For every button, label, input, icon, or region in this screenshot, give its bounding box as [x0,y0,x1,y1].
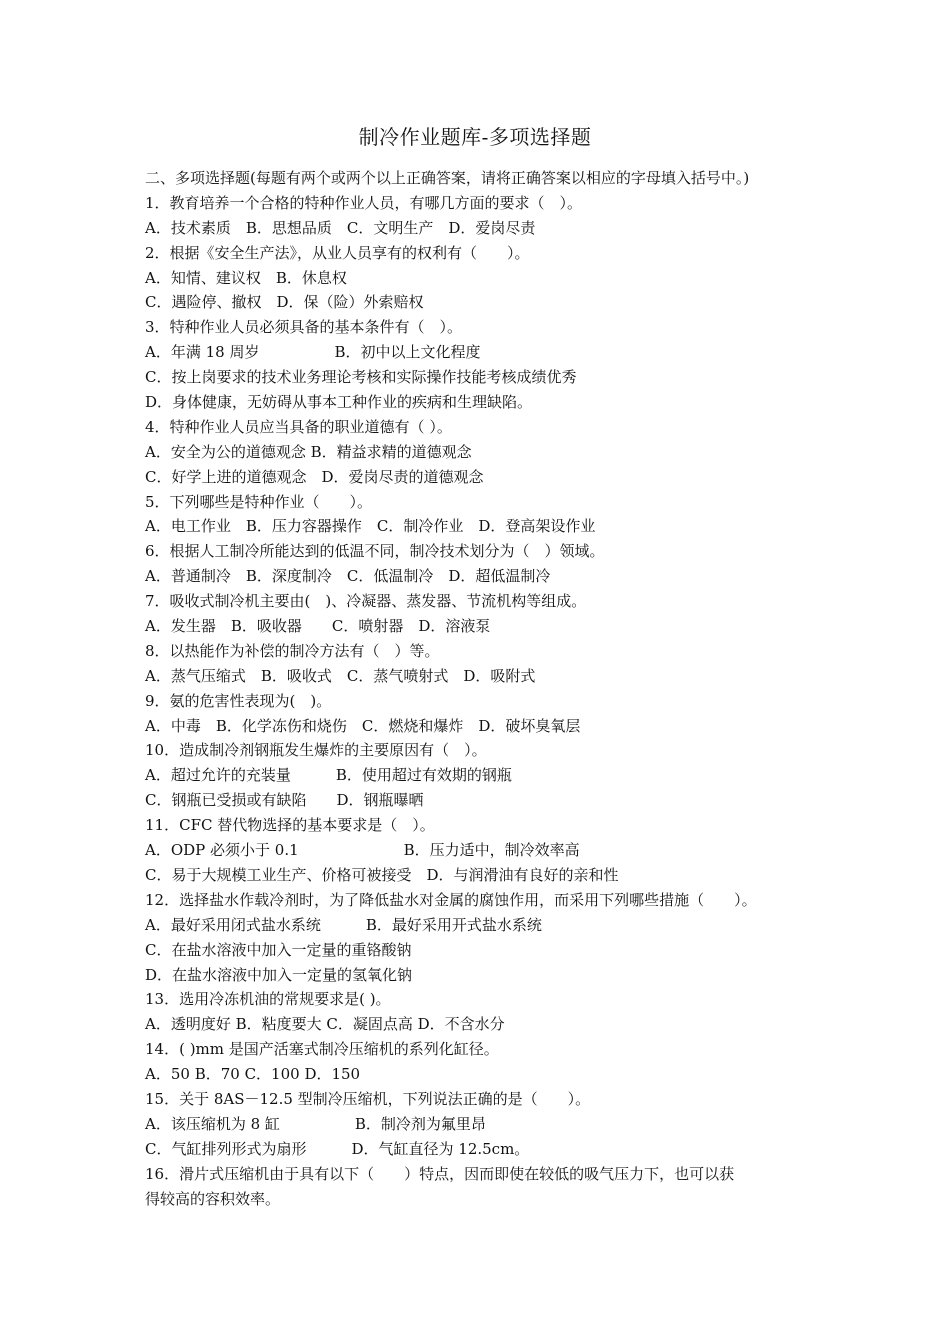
question-text: 10．造成制冷剂钢瓶发生爆炸的主要原因有（ ）。 [145,741,487,760]
option-text: C．在盐水溶液中加入一定量的重铬酸钠 [145,940,412,959]
option-text: C．气缸排列形式为扇形 D．气缸直径为 12.5cm。 [145,1139,530,1158]
question-text: 1．教育培养一个合格的特种作业人员，有哪几方面的要求（ ）。 [145,193,583,212]
question-text: 8．以热能作为补偿的制冷方法有（ ）等。 [145,641,440,660]
option-text: A．技术素质 B．思想品质 C．文明生产 D．爱岗尽责 [145,218,536,237]
option-text: A．电工作业 B．压力容器操作 C．制冷作业 D．登高架设作业 [145,517,596,536]
question-list [145,166,825,1211]
option-text: D．在盐水溶液中加入一定量的氢氧化钠 [145,965,413,984]
question-text: 6．根据人工制冷所能达到的低温不同，制冷技术划分为（ ）领域。 [145,542,605,561]
question-text: 3．特种作业人员必须具备的基本条件有（ ）。 [145,318,463,337]
question-text: 15．关于 8AS－12.5 型制冷压缩机，下列说法正确的是（ ）。 [145,1089,591,1108]
option-text: C．好学上进的道德观念 D．爱岗尽责的道德观念 [145,467,484,486]
option-text: A．中毒 B．化学冻伤和烧伤 C．燃烧和爆炸 D．破坏臭氧层 [145,716,581,735]
option-text: A．发生器 B．吸收器 C．喷射器 D．溶液泵 [145,617,491,636]
option-text: A．年满 18 周岁 B．初中以上文化程度 [145,343,481,362]
question-text: 13．选用冷冻机油的常规要求是( )。 [145,990,391,1009]
option-text: C．遇险停、撤权 D．保（险）外索赔权 [145,293,424,312]
page-title: 制冷作业题库-多项选择题 [358,125,592,149]
section-heading: 二、多项选择题(每题有两个或两个以上正确答案，请将正确答案以相应的字母填入括号中。) [145,169,750,187]
question-text: 9．氨的危害性表现为( )。 [145,691,332,710]
option-text: C．按上岗要求的技术业务理论考核和实际操作技能考核成绩优秀 [145,368,577,387]
option-text: A．透明度好 B．粘度要大 C．凝固点高 D．不含水分 [145,1015,505,1034]
question-text: 12．选择盐水作载冷剂时，为了降低盐水对金属的腐蚀作用，而采用下列哪些措施（ ）。 [145,890,757,909]
question-text: 2．根据《安全生产法》，从业人员享有的权利有（ ）。 [145,243,530,262]
option-text: A．普通制冷 B．深度制冷 C．低温制冷 D．超低温制冷 [145,567,551,586]
option-text: A．最好采用闭式盐水系统 B．最好采用开式盐水系统 [145,915,542,934]
question-text: 4．特种作业人员应当具备的职业道德有（ ）。 [145,417,452,436]
question-text: 5．下列哪些是特种作业（ ）。 [145,492,373,511]
question-text: 7．吸收式制冷机主要由( )、冷凝器、蒸发器、节流机构等组成。 [145,592,587,611]
option-text: C．易于大规模工业生产、价格可被接受 D．与润滑油有良好的亲和性 [145,865,619,884]
question-lines [145,191,825,1212]
option-text: A．ODP 必须小于 0.1 B．压力适中，制冷效率高 [145,841,580,860]
option-text: C．钢瓶已受损或有缺陷 D．钢瓶曝晒 [145,791,424,810]
option-text: A．安全为公的道德观念 B．精益求精的道德观念 [145,442,472,461]
option-text: A．知情、建议权 B．休息权 [145,268,347,287]
option-text: A．该压缩机为 8 缸 B．制冷剂为氟里昂 [145,1114,486,1133]
question-text: 14．( )mm 是国产活塞式制冷压缩机的系列化缸径。 [145,1040,499,1059]
question-text: 得较高的容积效率。 [145,1189,281,1208]
option-text: A．50 B．70 C．100 D．150 [145,1065,361,1084]
question-text: 11．CFC 替代物选择的基本要求是（ ）。 [145,816,435,835]
question-text: 16．滑片式压缩机由于具有以下（ ）特点，因而即使在较低的吸气压力下，也可以获 [145,1164,735,1183]
option-text: A．蒸气压缩式 B．吸收式 C．蒸气喷射式 D．吸附式 [145,666,536,685]
option-text: A．超过允许的充装量 B．使用超过有效期的钢瓶 [145,766,512,785]
option-text: D．身体健康，无妨碍从事本工种作业的疾病和生理缺陷。 [145,393,533,412]
